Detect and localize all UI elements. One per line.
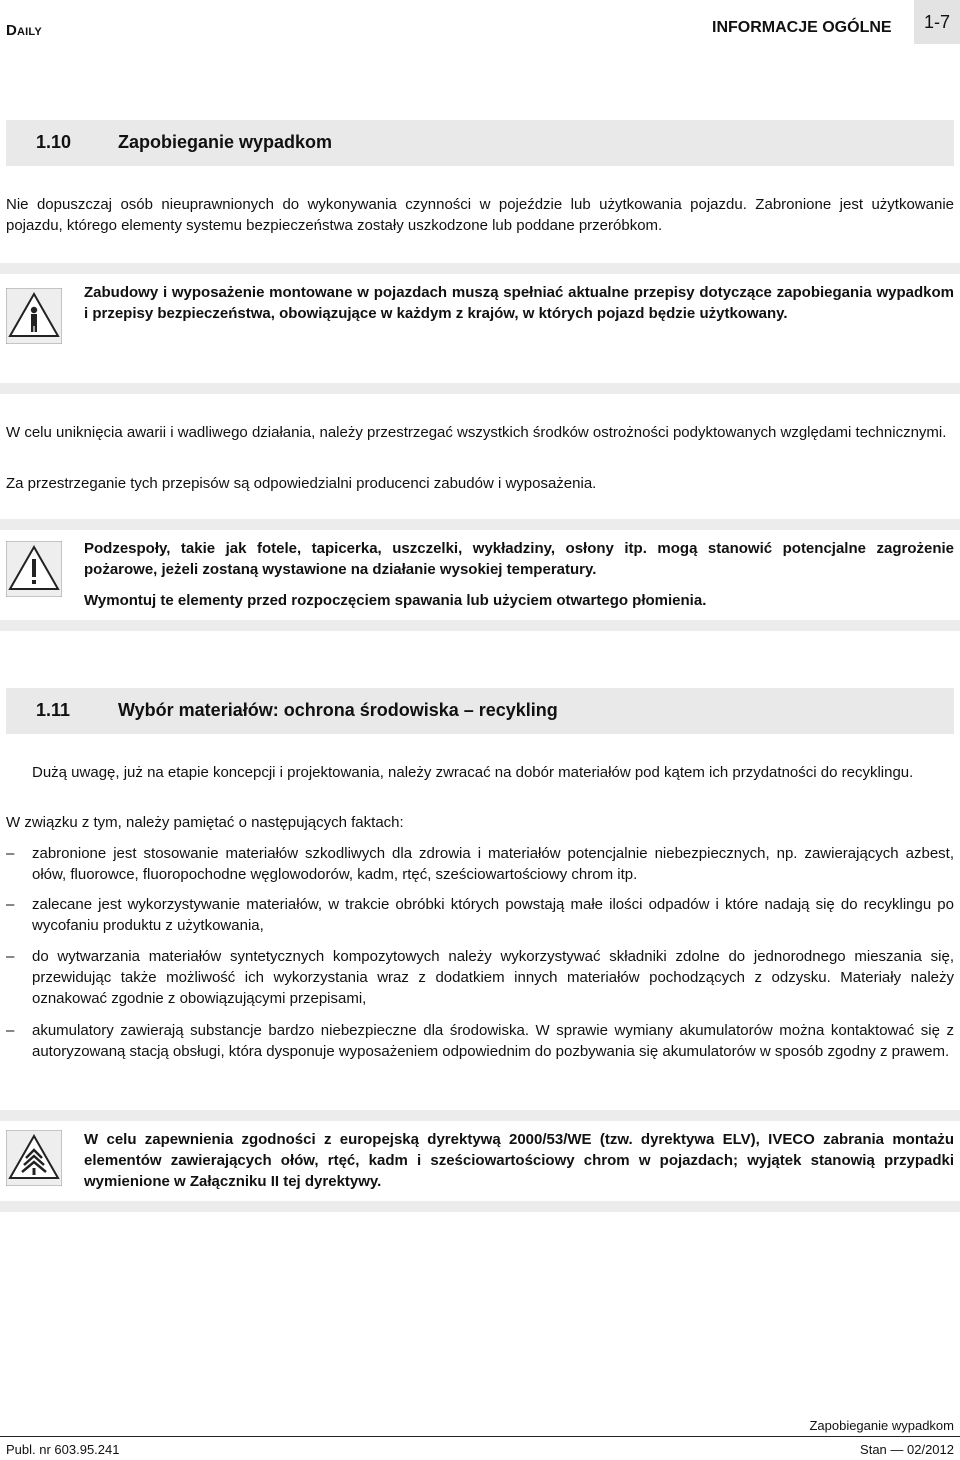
bullet-dash: – <box>6 948 15 965</box>
warning-band-bottom <box>0 620 960 631</box>
bullet-dash: – <box>6 845 15 862</box>
warning-band-top <box>0 519 960 530</box>
warning-text: Zabudowy i wyposażenie montowane w pojazdach muszą spełniać aktualne przepisy dotyczące zapobiegania wypadkom i przepisy bezpieczeństwa, obowiązujące w każdym z krajów, w których pojazd będzie użytkowany. <box>84 284 954 322</box>
section-number: 1.11 <box>36 700 71 720</box>
tree-environment-icon <box>6 1130 62 1186</box>
page-number: 1-7 <box>914 0 960 44</box>
person-warning-icon <box>6 288 62 344</box>
warning-text: W celu zapewnienia zgodności z europejską dyrektywą 2000/53/WE (tzw. dyrektywa ELV), IVECO zabrania montażu elementów zawierających ołów, rtęć, kadm i sześciowartościowy chrom w pojazdach; wyjątek stanowią przypadki wymienione w Załączniku II tej dyrektywy. <box>84 1131 954 1190</box>
section-number: 1.10 <box>36 132 72 152</box>
section-title: Wybór materiałów: ochrona środowiska – recykling <box>118 700 558 720</box>
section-title: Zapobieganie wypadkom <box>118 132 333 152</box>
section-intro: Nie dopuszczaj osób nieuprawnionych do wykonywania czynności w pojeździe lub użytkowania pojazdu. Zabronione jest użytkowanie pojazdu, którego elementy systemu bezpieczeństwa zostały uszkodzone lub poddane przeróbkom. <box>6 196 954 234</box>
list-item-text: do wytwarzania materiałów syntetycznych kompozytowych należy wykorzystywać składniki zdolne do jednorodnego mieszania się, przewidując także możliwość ich wykorzystania wraz z dodatkiem innych materiałów pochodzących z odzysku. Materiały należy oznakować zgodnie z obowiązującymi przepisami, <box>32 948 954 1007</box>
list-item-text: akumulatory zawierają substancje bardzo niebezpieczne dla środowiska. W sprawie wymiany akumulatorów można kontaktować się z autoryzowaną stacją obsługi, która dysponuje wyposażeniem odpowiednim do pozbywania się akumulatorów w sposób zgodny z prawem. <box>32 1022 954 1060</box>
section-header-1-10 <box>6 120 954 166</box>
list-lead: W związku z tym, należy pamiętać o następujących faktach: <box>6 814 404 831</box>
section-intro: Dużą uwagę, już na etapie koncepcji i projektowania, należy zwracać na dobór materiałów pod kątem ich przydatności do recyklingu. <box>32 764 914 781</box>
bullet-dash: – <box>6 1022 15 1039</box>
warning-text: Podzespoły, takie jak fotele, tapicerka, uszczelki, wykładziny, osłony itp. mogą stanowić potencjalne zagrożenie pożarowe, jeżeli zostaną wystawione na działanie wysokiej temperatury. <box>84 540 954 578</box>
footer-publication: Publ. nr 603.95.241 <box>6 1442 120 1457</box>
bullet-dash: – <box>6 896 15 913</box>
footer-topic: Zapobieganie wypadkom <box>809 1418 954 1433</box>
header-section-title: INFORMACJE OGÓLNE <box>712 19 892 36</box>
footer-status: Stan — 02/2012 <box>860 1442 954 1457</box>
warning-band-bottom <box>0 383 960 394</box>
paragraph: Za przestrzeganie tych przepisów są odpowiedzialni producenci zabudów i wyposażenia. <box>6 475 597 492</box>
warning-text: Wymontuj te elementy przed rozpoczęciem spawania lub użyciem otwartego płomienia. <box>84 592 707 609</box>
list-item-text: zalecane jest wykorzystywanie materiałów, w trakcie obróbki których powstają małe ilości odpadów i które nadają się do recyklingu po wycofaniu produktu z użytkowania, <box>32 896 954 934</box>
warning-band-bottom <box>0 1201 960 1212</box>
paragraph: W celu uniknięcia awarii i wadliwego działania, należy przestrzegać wszystkich środków ostrożności podyktowanych względami technicznymi. <box>6 424 947 441</box>
warning-band-top <box>0 263 960 274</box>
section-header-1-11 <box>6 688 954 734</box>
list-item-text: zabronione jest stosowanie materiałów szkodliwych dla zdrowia i materiałów potencjalnie niebezpiecznych, np. zawierających azbest, ołów, fluorowce, fluoropochodne węglowodorów, kadm, rtęć, sześciowartościowy chrom itp. <box>32 845 954 883</box>
footer-divider <box>0 1436 960 1437</box>
exclamation-warning-icon <box>6 541 62 597</box>
warning-band-top <box>0 1110 960 1121</box>
header-brand: Daily <box>6 22 42 39</box>
